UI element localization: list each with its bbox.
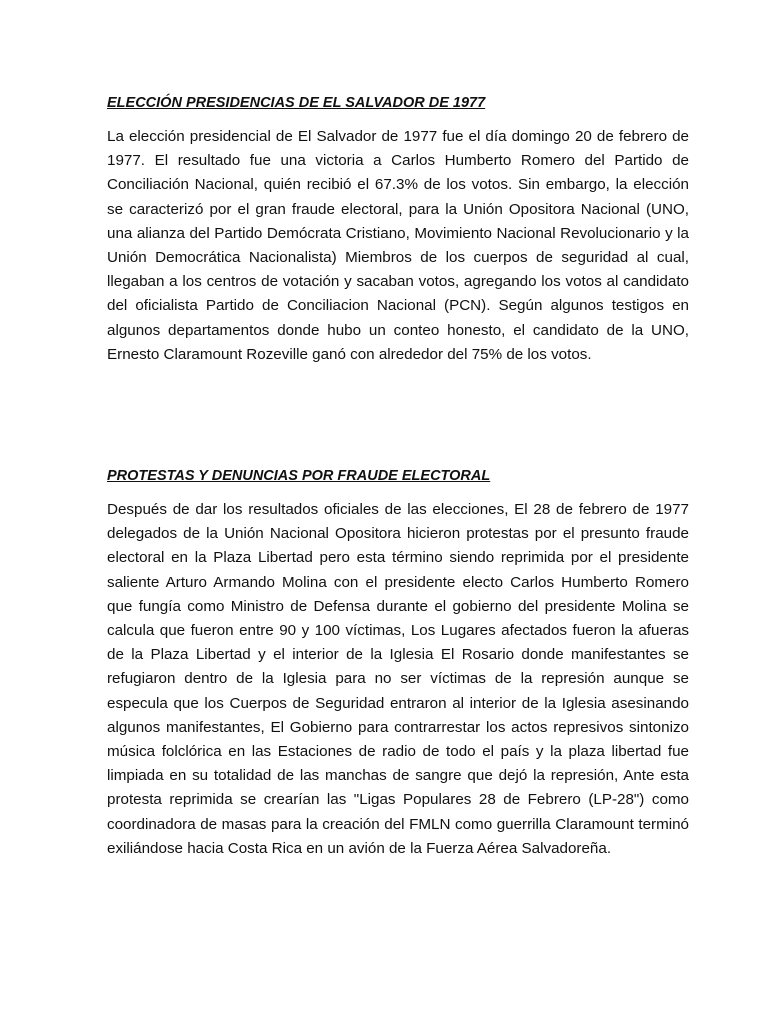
section-election-1977: [107, 93, 689, 367]
section-paragraph: La elección presidencial de El Salvador de 1977 fue el día domingo 20 de febrero de 1977. El resultado fue una victoria a Carlos Humberto Romero del Partido de Conciliación Nacional, quién recibió el 67.3% de los votos. Sin embargo, la elección se caracterizó por el gran fraude electoral, para la Unión Opositora Nacional (UNO, una alianza del Partido Demócrata Cristiano, Movimiento Nacional Revolucionario y la Unión Democrática Nacionalista) Miembros de los cuerpos de seguridad al cual, llegaban a los centros de votación y sacaban votos, agregando los votos al candidato del oficialista Partido de Conciliacion Nacional (PCN). Según algunos testigos en algunos departamentos donde hubo un conteo honesto, el candidato de la UNO, Ernesto Claramount Rozeville ganó con alrededor del 75% de los votos.: [107, 128, 689, 363]
section-heading: ELECCIÓN PRESIDENCIAS DE EL SALVADOR DE 1977: [107, 95, 486, 111]
section-heading: PROTESTAS Y DENUNCIAS POR FRAUDE ELECTORAL: [107, 468, 491, 484]
section-protests-fraud: [107, 466, 689, 861]
section-paragraph: Después de dar los resultados oficiales de las elecciones, El 28 de febrero de 1977 delegados de la Unión Nacional Opositora hicieron protestas por el presunto fraude electoral en la Plaza Libertad pero esta término siendo reprimida por el presidente saliente Arturo Armando Molina con el presidente electo Carlos Humberto Romero que fungía como Ministro de Defensa durante el gobierno del presidente Molina se calcula que fueron entre 90 y 100 víctimas, Los Lugares afectados fueron la afueras de la Plaza Libertad y el interior de la Iglesia El Rosario donde manifestantes se refugiaron dentro de la Iglesia para no ser víctimas de la represión aunque se especula que los Cuerpos de Seguridad entraron al interior de la Iglesia asesinando algunos manifestantes, El Gobierno para contrarrestar los actos represivos sintonizo música folclórica en las Estaciones de radio de todo el país y la plaza libertad fue limpiada en su totalidad de las manchas de sangre que dejó la represión, Ante esta protesta reprimida se crearían las "Ligas Populares 28 de Febrero (LP-28") como coordinadora de masas para la creación del FMLN como guerrilla Claramount terminó exiliándose hacia Costa Rica en un avión de la Fuerza Aérea Salvadoreña.: [107, 501, 689, 857]
